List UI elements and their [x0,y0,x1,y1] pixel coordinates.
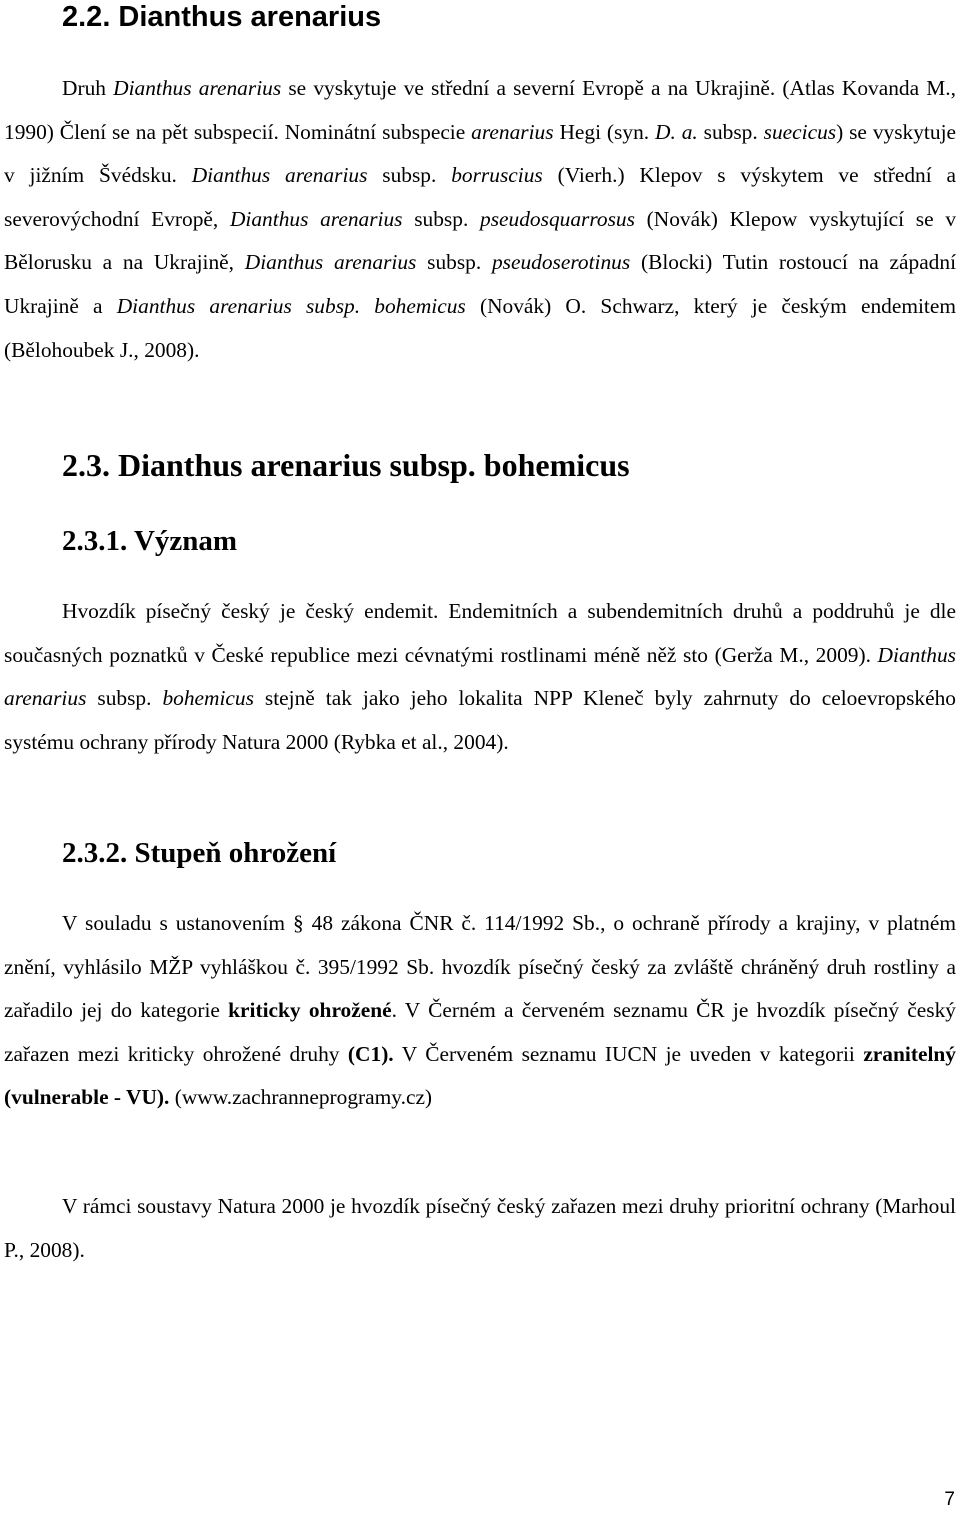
paragraph-dianthus-arenarius: Druh Dianthus arenarius se vyskytuje ve střední a severní Evropě a na Ukrajině. (Atlas Kovanda M., 1990) Člení se na pět subspecií. Nominátní subspecie arenarius Hegi (syn. D. a. subsp. suecicus) se vyskytuje v jižním Švédsku. Dianthus arenarius subsp. borruscius (Vierh.) Klepov s výskytem ve střední a severovýchodní Evropě, Dianthus arenarius subsp. pseudosquarrosus (Novák) Klepow vyskytující se v Bělorusku a na Ukrajině, Dianthus arenarius subsp. pseudoserotinus (Blocki) Tutin rostoucí na západní Ukrajině a Dianthus arenarius subsp. bohemicus (Novák) O. Schwarz, který je českým endemitem (Bělohoubek J., 2008). [4,76,957,362]
paragraph-natura-2000: V rámci soustavy Natura 2000 je hvozdík písečný český zařazen mezi druhy prioritní ochrany (Marhoul P., 2008). [4,1194,956,1262]
section-heading-2-2: 2.2. Dianthus arenarius [62,1,382,33]
page-number: 7 [944,1489,955,1510]
section-heading-2-3: 2.3. Dianthus arenarius subsp. bohemicus [62,447,630,483]
section-heading-2-3-1: 2.3.1. Význam [62,525,238,557]
paragraph-vyznam: Hvozdík písečný český je český endemit. Endemitních a subendemitních druhů a poddruhů je dle současných poznatků v České republice mezi cévnatými rostlinami méně něž sto (Gerža M., 2009). Dianthus arenarius subsp. bohemicus stejně tak jako jeho lokalita NPP Kleneč byly zahrnuty do celoevropského systému ochrany přírody Natura 2000 (Rybka et al., 2004). [4,599,956,754]
section-heading-2-3-2: 2.3.2. Stupeň ohrožení [62,837,337,869]
paragraph-stupen-ohrozeni: V souladu s ustanovením § 48 zákona ČNR č. 114/1992 Sb., o ochraně přírody a krajiny, v platném znění, vyhlásilo MŽP vyhláškou č. 395/1992 Sb. hvozdík písečný český za zvláště chráněný druh rostliny a zařadilo jej do kategorie kriticky ohrožené. V Černém a červeném seznamu ČR je hvozdík písečný český zařazen mezi kriticky ohrožené druhy (C1). V Červeném seznamu IUCN je uveden v kategorii zranitelný (vulnerable - VU). (www.zachranneprogramy.cz) [4,911,956,1110]
